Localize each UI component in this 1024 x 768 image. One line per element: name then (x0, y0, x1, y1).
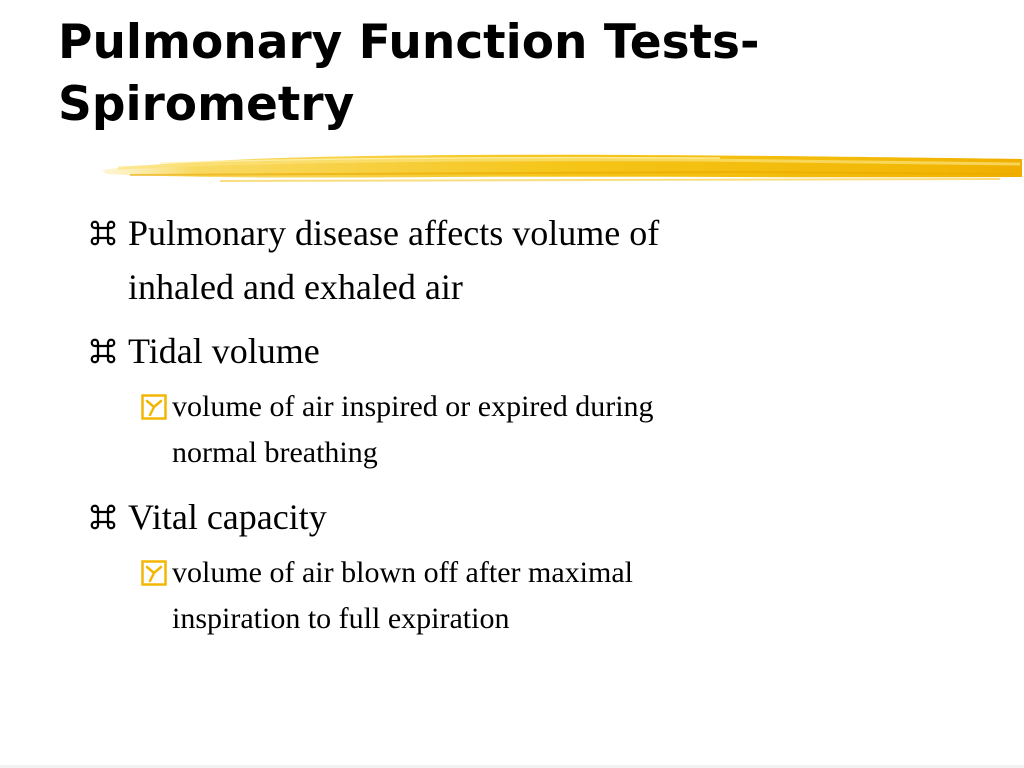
command-key-icon (88, 490, 128, 544)
bullet-text-line-2: inhaled and exhaled air (128, 267, 463, 307)
sub-bullet-text-line-2: inspiration to full expiration (172, 602, 510, 635)
checkbox-y-icon (141, 550, 169, 596)
title-line-2: Spirometry (58, 77, 355, 132)
sub-bullet-text-line-1: volume of air blown off after maximal (172, 556, 633, 589)
bullet-item (88, 490, 988, 544)
sub-bullet-text-line-1: volume of air inspired or expired during (172, 390, 654, 423)
sub-bullet-text-line-2: normal breathing (172, 436, 378, 469)
command-key-icon (88, 206, 128, 260)
highlighter-underline (100, 146, 1024, 188)
sub-bullet-item (88, 384, 988, 476)
bullet-item (88, 324, 988, 378)
bullet-text: Tidal volume (128, 331, 320, 371)
bullet-text-line-1: Pulmonary disease affects volume of (128, 213, 660, 253)
title-line-1: Pulmonary Function Tests- (58, 15, 760, 70)
checkbox-y-icon (141, 384, 169, 430)
command-key-icon (88, 324, 128, 378)
bullet-text: Vital capacity (128, 497, 327, 537)
slide-title (58, 12, 1008, 136)
bullet-list (88, 206, 988, 656)
bullet-item (88, 206, 988, 314)
sub-bullet-item (88, 550, 988, 642)
